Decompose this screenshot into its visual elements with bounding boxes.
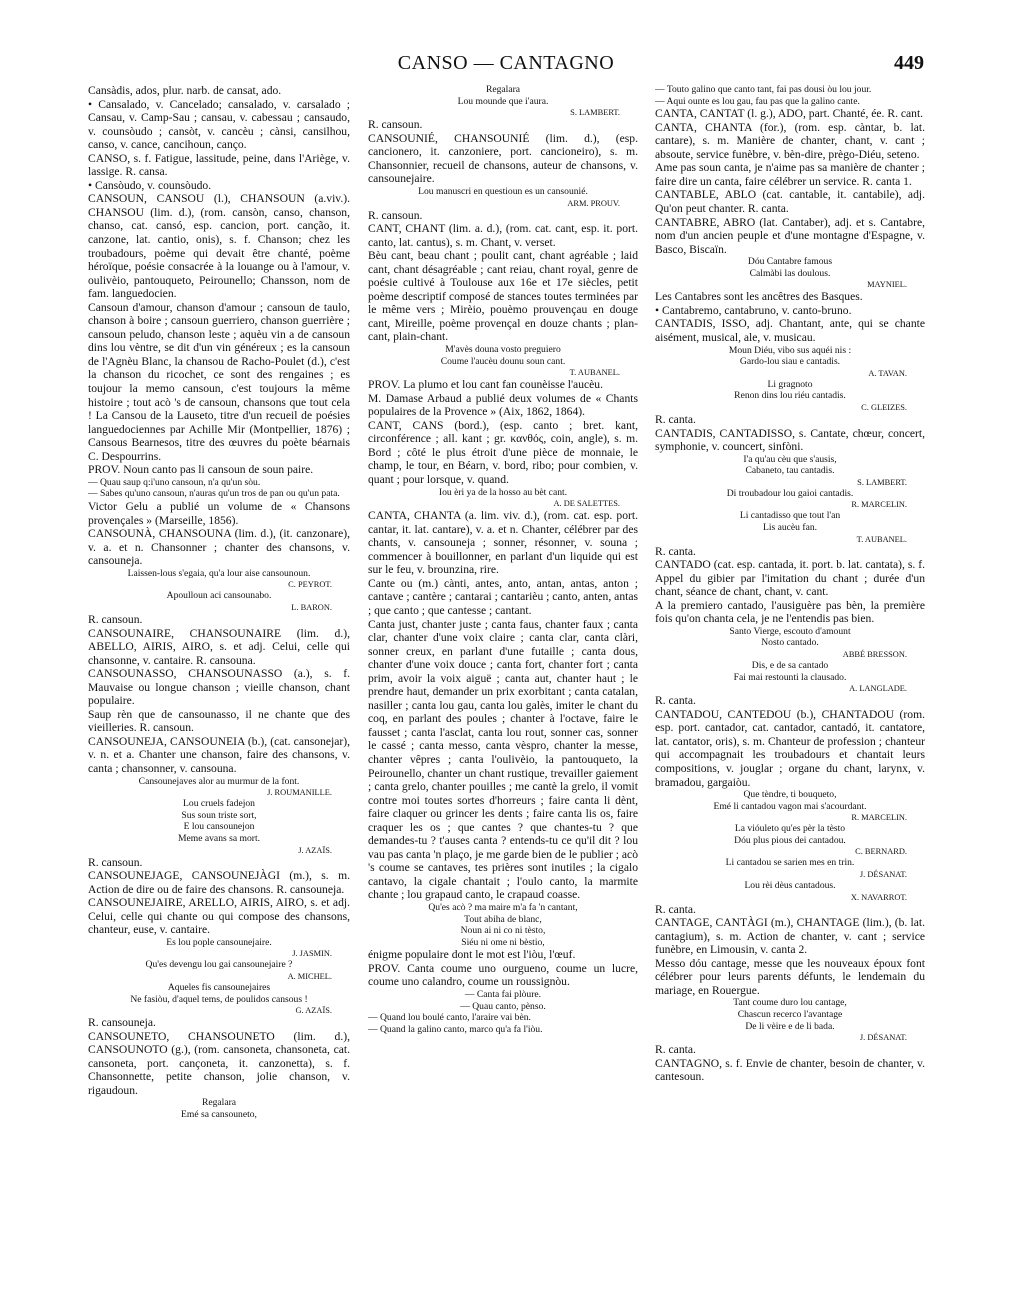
quotation-line: Li gragnoto (767, 378, 813, 390)
quotation-line: Di troubadour lou gaioi cantadis. (726, 487, 854, 499)
quotation-author: A. DE SALETTES. (553, 499, 620, 509)
proverb-line: — Quand lou boulé canto, l'araire vai bèn. (368, 1012, 531, 1024)
quotation-line: Qu'es devengu lou gai cansounejaire ? (145, 959, 293, 971)
column-right (655, 84, 925, 1214)
running-header (88, 52, 924, 80)
proverb-line: — Sabes qu'uno cansoun, n'auras qu'un tros de pan ou qu'un pata. (88, 488, 340, 500)
quotation-author: R. MARCELIN. (851, 500, 907, 510)
paragraph: CANSOUN, CANSOU (l.), CHANSOUN (a.viv.). CHANSOU (lim. d.), (rom. cansòn, canso, chanson, chanso, cat. cansó, esp. cancion, port. canção, it. canzone, lat. cantio, onis), s. f. Chanson; chez les troubadours, poème qui devait être chanté, poème héroïque, poésie consacrée à la louange ou à l'amour, v. oulivèio, pantouqueto, Peirounello; Chansson, nom de fam. languedocien. (88, 192, 350, 301)
quotation-author: C. PEYROT. (288, 580, 332, 590)
quotation-author: T. AUBANEL. (569, 368, 620, 378)
paragraph: R. cansoun. (88, 855, 143, 869)
quotation-line: E lou cansounejon (183, 821, 255, 833)
paragraph: CANTAGNO, s. f. Envie de chanter, besoin de chanter, v. cantesoun. (655, 1056, 925, 1084)
paragraph: CANSO, s. f. Fatigue, lassitude, peine, dans l'Ariège, v. lassige. R. cansa. (88, 151, 350, 179)
paragraph: PROV. Noun canto pas li cansoun de soun paire. (88, 463, 314, 477)
quotation-line: Ne fasiòu, d'aquel tems, de poulidos cansous ! (130, 993, 308, 1005)
paragraph: Victor Gelu a publié un volume de « Chansons provençales » (Marseille, 1856). (88, 500, 350, 527)
quotation-line: Renon dins lou riéu cantadis. (734, 390, 846, 402)
paragraph: CANTADIS, CANTADISSO, s. Cantate, chœur, concert, symphonie, v. councert, sinfòni. (655, 426, 925, 454)
paragraph: R. canta. (655, 1043, 696, 1057)
paragraph: Canta just, chanter juste ; canta faus, chanter faux ; canta clar, chanter d'une voix claire ; canta clar, canta clàri, sonner creux, en parlant d'une futaille ; canta dous, chanter d'une voix douce ; canta fort, chanter fort ; canta prim, avoir la voix aiguë ; canta aut, chanter haut ; le prendre haut, demander un prix exorbitant ; canta catalan, nasiller ; canta lou gau, canta lou galès, imiter le chant du coq, en parlant des poules ; chanter à l'octave, faire le fausset ; canta l'asclat, canta lou rout, sonner cas, sonner le cassé ; canta messo, canta vèspro, chanter la messe, chanter vêpres ; canta l'oulivèio, la pantouqueto, la Peirounello, chanter un chant rustique, trevailler gaiement ; canta grelo, chanter pouilles ; me cantè la grelo, il vomit contre moi toutes sortes d'horreurs ; faire canta li dènt, faire claquer ou grincer les dents ; faire canta lis os, faire craquer les os ; que cantes ? que chantes-tu ? que demandes-tu ? t'auses canta ? entends-tu ce qu'il dit ? lou vau pas canta 'n plaço, je me garde bien de le publier ; acò 's coume se cantaves, tes prières sont inutiles ; la cigalo cantavo, la cigale chantait ; l'oulo canto, la marmite chante ; lou grapaud canto, le crapaud coasse. (368, 617, 638, 902)
page-number: 449 (894, 52, 924, 74)
proverb-line: — Aqui ounte es lou gau, fau pas que la galino cante. (655, 95, 860, 107)
paragraph: R. cansoun. (368, 118, 423, 132)
paragraph: • Cansòudo, v. counsòudo. (88, 178, 212, 192)
paragraph: CANSOUNEJAGE, CANSOUNEJÀGI (m.), s. m. Action de dire ou de faire des chansons. R. cansouneja. (88, 869, 350, 896)
quotation-line: Lou mounde que i'aura. (457, 95, 549, 107)
paragraph: CANTADIS, ISSO, adj. Chantant, ante, qui se chante aisément, musical, ale, v. musicau. (655, 317, 925, 345)
quotation-line: Calmàbi las doulous. (749, 267, 831, 279)
proverb-line: — Quau saup q:i'uno cansoun, n'a qu'un sòu. (88, 476, 261, 488)
quotation-line: Fai mai restounti la clausado. (733, 671, 847, 683)
paragraph: Messo dóu cantage, messe que les nouveaux époux font célébrer pour leurs parents défunts, le lendemain du mariage, en Rouergue. (655, 956, 925, 997)
paragraph: R. cansouneja. (88, 1016, 156, 1030)
quotation-line: Lis aucèu fan. (762, 521, 818, 533)
paragraph: R. canta. (655, 902, 696, 916)
paragraph: R. canta. (655, 694, 696, 708)
paragraph: Les Cantabres sont les ancêtres des Basques. (655, 290, 863, 304)
quotation-author: A. MICHEL. (287, 971, 332, 981)
quotation-author: S. LAMBERT. (857, 477, 907, 487)
quotation-line: Nosto cantado. (761, 637, 819, 649)
paragraph: CANTAGE, CANTÀGI (m.), CHANTAGE (lim.), (b. lat. cantagium), s. m. Action de chanter, v. cant ; service funèbre, en Limousin, v. canta 2. (655, 916, 925, 957)
quotation-line: Sus soun triste sort, (181, 809, 257, 821)
paragraph: CANTADO (cat. esp. cantada, it. port. b. lat. cantata), s. f. Appel du gibier par l'imitation du chant ; durée d'un chant, séance de chant, chant, v. cant. (655, 558, 925, 599)
quotation-line: M'avès douna vosto preguiero (445, 343, 561, 355)
paragraph: Saup rèn que de cansounasso, il ne chante que des vieilleries. R. cansoun. (88, 707, 350, 735)
quotation-line: Emé sa cansouneto, (181, 1109, 257, 1121)
quotation-line: Moun Diéu, vibo sus aquéi nis : (728, 344, 852, 356)
paragraph: CANTA, CHANTA (for.), (rom. esp. càntar, b. lat. cantare), s. m. Manière de chanter, chant, v. cant ; absoute, service funèbre, v. bèn-dire, prègo-Diéu, seteno. (655, 120, 925, 161)
quotation-author: A. LANGLADE. (849, 684, 907, 694)
paragraph: CANSOUNIÉ, CHANSOUNIÉ (lim. d.), (esp. cancionero, it. canzoniere, port. cancioneiro), s. m. Chansonnier, recueil de chansons, auteur de chansons, v. cansounejaire. (368, 131, 638, 186)
column-left (88, 84, 350, 1284)
paragraph: CANTA, CHANTA (a. lim. viv. d.), (rom. cat. esp. port. cantar, it. lat. cantare), v. a. et n. Chanter, célébrer par des chants, v. cansouneja ; sonner, résonner, v. souna ; commencer à bouillonner, en parlant d'un liquide qui est sur le feu, v. brounzina, rire. (368, 509, 638, 577)
quotation-line: Cansounejaves alor au murmur de la font. (138, 775, 300, 787)
quotation-author: C. BERNARD. (855, 847, 907, 857)
quotation-line: Li cantadou se sarien mes en trin. (725, 857, 855, 869)
quotation-line: Dis, e de sa cantado (751, 660, 829, 672)
quotation-line: Que tèndre, ti bouqueto, (743, 789, 837, 801)
paragraph: A la premiero cantado, l'ausiguère pas bèn, la première fois qu'on chanta cela, je ne l'entendis pas bien. (655, 598, 925, 626)
paragraph: R. canta. (655, 544, 696, 558)
quotation-author: ABBÉ BRESSON. (842, 650, 907, 660)
quotation-author: J. AZAÏS. (298, 845, 332, 855)
paragraph: CANSOUNAIRE, CHANSOUNAIRE (lim. d.), ABELLO, AIRIS, AIRO, s. et adj. Celui, celle qui chansonne, v. cantaire. R. cansouna. (88, 626, 350, 667)
paragraph: Cante ou (m.) cànti, antes, anto, antan, antas, anton ; cantave ; cantère ; cantarai ; cantarièu ; canto, anten, antas ; que canto ; que cantesse ; cantant. (368, 576, 638, 617)
quotation-line: Emé li cantadou vagon mai s'acourdant. (713, 800, 867, 812)
quotation-line: Dóu Cantabre famous (747, 256, 833, 268)
quotation-line: Lou manuscri en questioun es un cansounié. (418, 185, 588, 197)
paragraph: CANSOUNASSO, CHANSOUNASSO (a.), s. f. Mauvaise ou longue chanson ; vieille chanson, chant populaire. (88, 667, 350, 708)
quotation-line: Lou rèi dèus cantadous. (744, 880, 836, 892)
quotation-line: Coume l'aucèu dounu soun cant. (440, 355, 566, 367)
proverb-line: — Touto galino que canto tant, fai pas dousi òu lou jour. (655, 84, 872, 95)
paragraph: Ame pas soun canta, je n'aime pas sa manière de chanter ; faire dire un canta, faire célébrer un service. R. canta 1. (655, 161, 925, 188)
quotation-line: Lou cruels fadejon (183, 798, 255, 810)
quotation-author: MAYNIEL. (867, 280, 907, 290)
quotation-line: Es lou pople cansounejaire. (166, 936, 272, 948)
quotation-author: G. AZAÏS. (295, 1006, 332, 1016)
paragraph: CANTABLE, ABLO (cat. cantable, it. cantabile), adj. Qu'on peut chanter. R. canta. (655, 188, 925, 216)
quotation-line: — Canta fai plòure. (464, 989, 542, 1001)
quotation-author: C. GLEIZES. (861, 402, 907, 412)
quotation-line: Laissen-lous s'egaia, qu'a lour aise cansounoun. (127, 567, 311, 579)
paragraph: CANSOUNETO, CHANSOUNETO (lim. d.), CANSOUNOTO (g.), (rom. cansoneta, chansoneta, cat. cansoneta, port. cançoneta, it. canzonetta), s. f. Chansonnette, petite chanson, jolie chanson, v. rigaudoun. (88, 1029, 350, 1097)
quotation-line: Tant coume duro lou cantage, (733, 997, 847, 1009)
quotation-line: Apoulloun aci cansounabo. (166, 590, 272, 602)
quotation-line: De li vèire e de li bada. (745, 1020, 835, 1032)
paragraph: CANTABRE, ABRO (lat. Cantaber), adj. et s. Cantabre, nom d'un ancien peuple et d'une montagne d'Espagne, v. Basco, Biscaïn. (655, 215, 925, 256)
quotation-line: Aqueles fis cansounejaires (167, 981, 271, 993)
quotation-line: Regalara (201, 1097, 237, 1109)
quotation-line: Cabaneto, tau cantadis. (745, 465, 835, 477)
quotation-line: I'a qu'au cèu que s'ausis, (743, 453, 837, 465)
paragraph: PROV. La plumo et lou cant fan counèisse l'aucèu. (368, 378, 603, 392)
quotation-author: X. NAVARROT. (850, 892, 907, 902)
paragraph: PROV. Canta coume uno ourgueno, coume un lucre, coume uno calandro, coume un roussignòu. (368, 961, 638, 989)
quotation-author: J. DÉSANAT. (859, 1033, 907, 1043)
quotation-line: Iou èri ya de la hosso au bèt cant. (438, 486, 568, 498)
paragraph: CANT, CHANT (lim. a. d.), (rom. cat. cant, esp. it. port. canto, lat. cantus), s. m. Chant, v. verset. (368, 222, 638, 249)
quotation-line: Santo Vierge, escouto d'amount (729, 625, 851, 637)
quotation-author: J. JASMIN. (292, 949, 332, 959)
quotation-line: Li cantadisso que tout l'an (739, 510, 841, 522)
paragraph: R. cansoun. (368, 208, 423, 222)
quotation-author: L. BARON. (291, 602, 332, 612)
proverb-line: — Quand la galino canto, marco qu'a fa l'iòu. (368, 1023, 543, 1035)
running-title: CANSO — CANTAGNO (397, 52, 615, 74)
paragraph: CANSOUNEJAIRE, ARELLO, AIRIS, AIRO, s. et adj. Celui, celle qui chante ou qui compose des chansons, chanteur, euse, v. cantaire. (88, 896, 350, 937)
paragraph: R. canta. (655, 412, 696, 426)
paragraph: Bèu cant, beau chant ; poulit cant, chant agréable ; laid cant, chant désagréable ; cant reiau, chant royal, genre de poésie cultivé à Toulouse aux 16e et 17e siècles, petit poème descriptif composé de stances toutes terminées par le même vers ; Mirèio, pouèmo prouvençau en douge cant, Mireille, poème provençal en douze chants ; plan-cant, plain-chant. (368, 249, 638, 344)
quotation-line: Gardo-lou siau e cantadis. (739, 356, 841, 368)
quotation-author: J. ROUMANILLE. (267, 788, 332, 798)
paragraph: CANSOUNÀ, CHANSOUNA (lim. d.), (it. canzonare), v. a. et n. Chansonner ; chanter des chansons, v. cansouneja. (88, 527, 350, 568)
paragraph: • Cansalado, v. Cancelado; cansalado, v. carsalado ; Cansau, v. Camp-Sau ; cansau, v. cabessau ; cansaudo, v. counsòudo ; cansòt, v. cancèu ; cànsi, cansilhou, canso, v. cance, cancihoun, canço. (88, 97, 350, 152)
quotation-author: ARM. PROUV. (567, 198, 620, 208)
quotation-author: A. TAVAN. (868, 368, 907, 378)
quotation-author: R. MARCELIN. (851, 813, 907, 823)
paragraph: CANSOUNEJA, CANSOUNEIA (b.), (cat. cansonejar), v. n. et a. Chanter une chanson, faire des chansons, v. canta ; chansonner, v. cansouna. (88, 734, 350, 775)
quotation-line: Tout abiha de blanc, (464, 913, 542, 925)
quotation-line: La vióuleto qu'es pèr la tèsto (734, 823, 846, 835)
paragraph: • Cantabremo, cantabruno, v. canto-bruno. (655, 303, 852, 317)
paragraph: M. Damase Arbaud a publié deux volumes de « Chants populaires de la Provence » (Aix, 1862, 1864). (368, 391, 638, 419)
paragraph: CANTADOU, CANTEDOU (b.), CHANTADOU (rom. esp. port. cantador, cat. cantador, cantadó, it. cantatore, lat. cantator, oris), s. m. Chanteur de profession ; chanteur qui accompagnait les troubadours et chantait leurs compositions, v. jouglar ; organe du chant, larynx, v. bramadou, gargaiòu. (655, 707, 925, 789)
quotation-author: T. AUBANEL. (856, 534, 907, 544)
paragraph: Cansoun d'amour, chanson d'amour ; cansoun de taulo, chanson à boire ; cansoun guerriero, chanson guerrière ; cansoun peludo, chanson leste ; aquèu vin a de cansoun dins lou vèntre, se dit d'un vin généreux ; es la cansoun de l'Agnèu Blanc, la chansou de Racho-Poulet (d.), c'est la chanson du ricochet, ce sont des rengaines ; es toujour la memo cansoun, c'est toujours la même histoire ; tout acò 's de cansoun, chansons que tout cela ! La Cansou de la Lauseto, titre d'un recueil de poésies languedociennes par Achille Mir (Montpellier, 1876) ; Cansous Bearnesos, titre des œuvres du poète béarnais C. Despourrins. (88, 300, 350, 463)
quotation-author: J. DÉSANAT. (859, 870, 907, 880)
quotation-line: Noun ai ni co ni tèsto, (460, 925, 546, 937)
paragraph: CANTA, CANTAT (l. g.), ADO, part. Chanté, ée. R. cant. (655, 107, 924, 121)
quotation-line: Siéu ni ome ni bèstio, (461, 936, 545, 948)
paragraph: énigme populaire dont le mot est l'iòu, l'œuf. (368, 948, 576, 962)
quotation-line: Qu'es acò ? ma maire m'a fa 'n cantant, (428, 902, 578, 913)
quotation-line: Dóu plus pious dei cantadou. (734, 834, 846, 846)
paragraph: R. cansoun. (88, 612, 143, 626)
quotation-line: Regalara (485, 84, 521, 95)
paragraph: Cansàdis, ados, plur. narb. de cansat, ado. (88, 84, 282, 97)
quotation-author: S. LAMBERT. (570, 108, 620, 118)
quotation-line: Chascun recerco l'avantage (737, 1009, 843, 1021)
quotation-line: — Quau canto, pènso. (460, 1000, 546, 1012)
quotation-line: Meme avans sa mort. (177, 832, 261, 844)
column-middle (368, 84, 638, 1244)
paragraph: CANT, CANS (bord.), (esp. canto ; bret. kant, circonférence ; all. kant ; gr. κανθός, coin, angle), s. m. Bord ; côté le plus étroit d'une pièce de monnaie, le champ, le tour, en Béarn, v. bord, ribo; pour combien, v. quant ; pour lorsque, v. quand. (368, 418, 638, 486)
